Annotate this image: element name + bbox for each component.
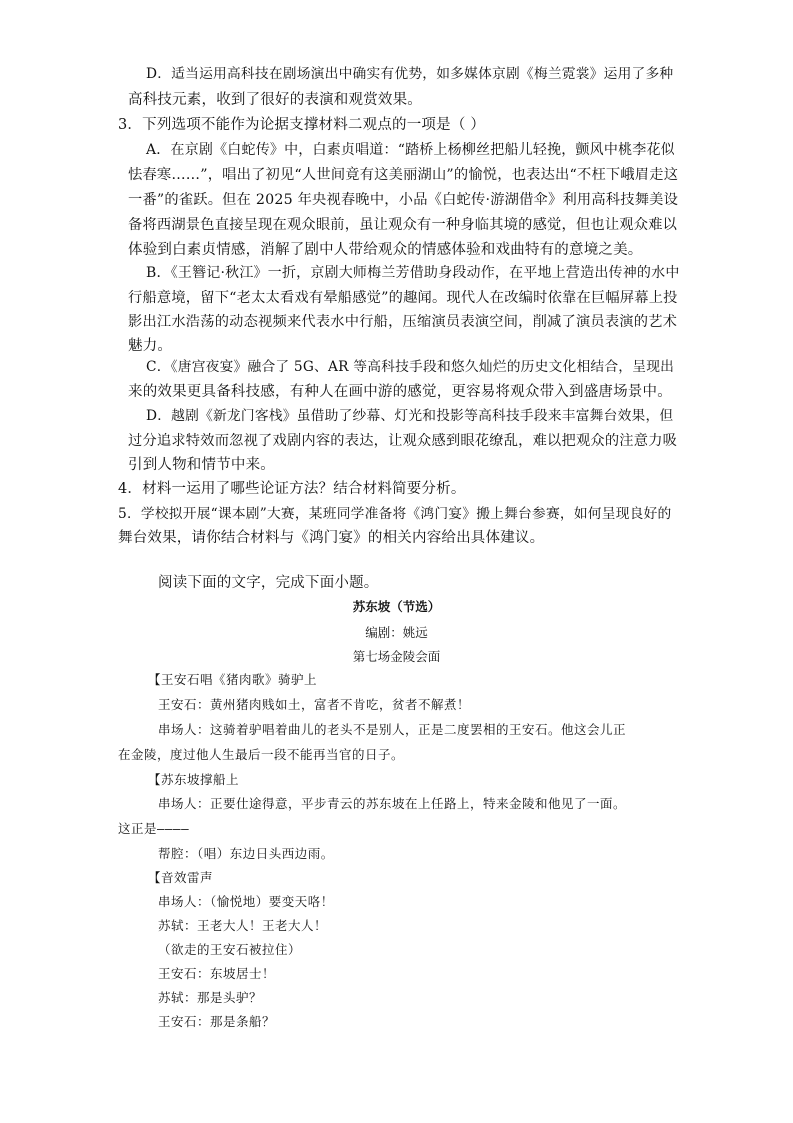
script-line: 王安石：东坡居士！ [158, 966, 276, 981]
question-3-stem: 3．下列选项不能作为论据支撑材料二观点的一项是（ ） [118, 117, 486, 133]
question-5-line1: 5．学校拟开展“课本剧”大赛，某班同学准备将《鸿门宴》搬上舞台参赛，如何呈现良好的 [118, 506, 672, 522]
script-line: （欲走的王安石被拉住） [158, 942, 302, 957]
script-line: 这正是———— [118, 821, 190, 836]
question-4: 4．材料一运用了哪些论证方法？结合材料简要分析。 [118, 481, 466, 497]
script-line: 【苏东坡撑船上 [148, 772, 240, 787]
script-line: 苏轼：王老大人！王老大人！ [158, 918, 328, 933]
q3-option-d-line2: 过分追求特效而忽视了戏剧内容的表达，让观众感到眼花缭乱，难以把观众的注意力吸 [128, 433, 678, 449]
q3-option-a-line3: 一番”的雀跃。但在 2025 年央视春晚中，小品《白蛇传·游湖借伞》利用高科技舞美设 [128, 192, 679, 208]
script-line: 在金陵，度过他人生最后一段不能再当官的日子。 [118, 747, 405, 762]
q3-option-b-line3: 影出江水浩荡的动态视频来代表水中行船，压缩演员表演空间，削减了演员表演的艺术 [128, 314, 678, 330]
q3-option-d-line1: D．越剧《新龙门客栈》虽借助了纱幕、灯光和投影等高科技手段来丰富舞台效果，但 [146, 408, 674, 424]
script-line: 【王安石唱《猪肉歌》骑驴上 [148, 672, 318, 687]
scene-heading: 第七场金陵会面 [352, 649, 441, 664]
script-line: 串场人：（愉悦地）要变天咯！ [158, 894, 334, 909]
reading-intro: 阅读下面的文字，完成下面小题。 [158, 575, 379, 591]
q3-option-a-line5: 体验到白素贞情感，消解了剧中人带给观众的情感体验和戏曲特有的意境之美。 [128, 242, 643, 258]
q3-option-b-line4: 魅力。 [128, 338, 173, 354]
script-line: 串场人：这骑着驴唱着曲儿的老头不是别人，正是二度罢相的王安石。他这会儿正 [158, 722, 627, 737]
script-line: 苏轼：那是头驴？ [158, 990, 263, 1005]
q2-option-d-line2: 高科技元素，收到了很好的表演和观赏效果。 [128, 92, 422, 108]
q3-option-c-line2: 来的效果更具备科技感，有种人在画中游的感觉，更容易将观众带入到盛唐场景中。 [128, 384, 672, 400]
script-line: 串场人：正要仕途得意，平步青云的苏东坡在上任路上，特来金陵和他见了一面。 [158, 796, 627, 811]
q3-option-d-line3: 引到人物和情节中来。 [128, 457, 275, 473]
q3-option-a-line2: 怯春寒……”，唱出了初见“人世间竟有这美丽湖山”的愉悦，也表达出“不枉下峨眉走这 [128, 167, 679, 183]
q3-option-c-line1: C．《唐宫夜宴》融合了 5G、AR 等高科技手段和悠久灿烂的历史文化相结合，呈现出 [146, 359, 675, 375]
question-5-line2: 舞台效果，请你结合材料与《鸿门宴》的相关内容给出具体建议。 [118, 530, 545, 546]
q2-option-d-line1: D．适当运用高科技在剧场演出中确实有优势，如多媒体京剧《梅兰霓裳》运用了多种 [146, 66, 674, 82]
script-line: 王安石：那是条船？ [158, 1014, 276, 1029]
script-line: 帮腔：（唱）东边日头西边雨。 [158, 846, 334, 861]
script-line: 【音效雷声 [148, 870, 214, 885]
script-line: 王安石：黄州猪肉贱如土，富者不肯吃，贫者不解煮！ [158, 697, 471, 712]
q3-option-a-line1: A．在京剧《白蛇传》中，白素贞唱道：“踏桥上杨柳丝把船儿轻挽，颤风中桃李花似 [146, 142, 675, 158]
play-author: 编剧：姚远 [365, 625, 428, 640]
q3-option-b-line1: B．《王簪记·秋江》一折，京剧大师梅兰芳借助身段动作，在平地上营造出传神的水中 [146, 265, 680, 281]
q3-option-b-line2: 行船意境，留下“老太太看戏有晕船感觉”的趣闻。现代人在改编时依靠在巨幅屏幕上投 [128, 290, 678, 306]
q3-option-a-line4: 备将西湖景色直接呈现在观众眼前，虽让观众有一种身临其境的感觉，但也让观众难以 [128, 217, 678, 233]
play-title: 苏东坡（节选） [352, 599, 441, 614]
